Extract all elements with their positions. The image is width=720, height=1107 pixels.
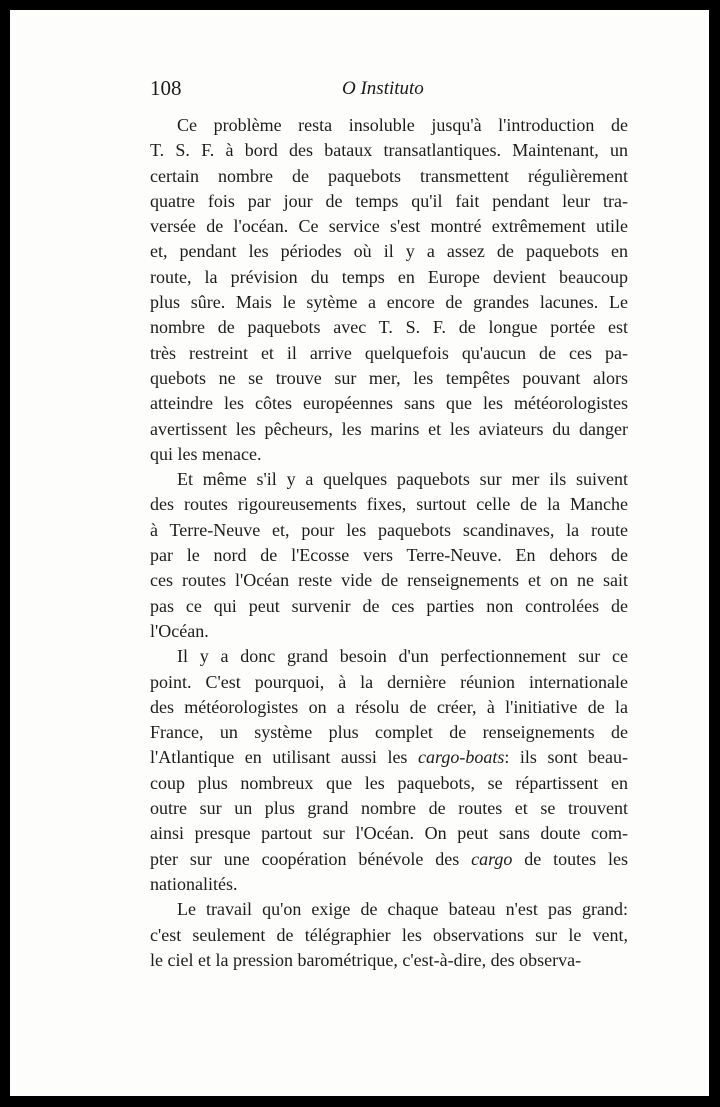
text-line: Ce problème resta insoluble jusqu'à l'introduction de [177,115,628,135]
text-line: outre sur un plus grand nombre de routes et se trouvent [150,798,628,819]
text-line: des météorologistes on a résolu de créer, à l'initiative de la [150,696,628,717]
text-line: plus sûre. Mais le sytème a encore de grandes lacunes. Le [150,292,628,313]
text-line: c'est seulement de télégraphier les observations sur le vent, [150,924,628,945]
text-line: nombre de paquebots avec T. S. F. de longue portée est [150,317,628,338]
page-number: 108 [150,76,182,100]
text-line: quebots ne se trouve sur mer, les tempêtes pouvant alors [150,367,628,388]
text-line: pter sur une coopération bénévole des cargo de toutes les [150,848,628,869]
journal-title: O Instituto [342,78,424,99]
running-header [150,72,628,102]
text-line: qui les menace. [150,443,262,464]
text-line: coup plus nombreux que les paquebots, se répartissent en [150,772,628,793]
text-line: et, pendant les périodes où il y a assez de paquebots en [150,241,628,262]
text-line: à Terre-Neuve et, pour les paquebots scandinaves, la route [150,519,628,540]
text-line: T. S. F. à bord des bataux transatlantiques. Maintenant, un [150,140,628,161]
text-line: nationalités. [150,873,238,894]
text-line: ainsi presque partout sur l'Océan. On peut sans doute com- [150,823,628,844]
text-line: pas ce qui peut survenir de ces parties non controlées de [150,595,628,616]
paragraph [150,113,628,467]
text-line: certain nombre de paquebots transmettent régulièrement [150,165,628,186]
text-line: par le nord de l'Ecosse vers Terre-Neuve. En dehors de [150,545,628,566]
text-line: ces routes l'Océan reste vide de renseignements et on ne sait [150,570,628,591]
paragraph [150,644,628,897]
text-line: Et même s'il y a quelques paquebots sur mer ils suivent [177,469,628,490]
paragraph [150,897,628,973]
text-line: point. C'est pourquoi, à la dernière réunion internationale [150,671,628,692]
paragraph [150,467,628,644]
text-line: quatre fois par jour de temps qu'il fait pendant leur tra- [150,190,628,211]
text-line: très restreint et il arrive quelquefois qu'aucun de ces pa- [150,342,628,363]
text-line: avertissent les pêcheurs, les marins et les aviateurs du danger [150,418,628,439]
text-line: route, la prévision du temps en Europe devient beaucoup [150,266,628,287]
text-line: versée de l'océan. Ce service s'est montré extrêmement utile [150,216,628,237]
text-line: des routes rigoureusements fixes, surtout celle de la Manche [150,494,628,515]
text-line: l'Atlantique en utilisant aussi les cargo-boats: ils sont beau- [150,747,628,768]
text-line: France, un système plus complet de renseignements de [150,722,628,743]
body-text [150,113,628,973]
text-line: l'Océan. [150,620,209,641]
text-line: le ciel et la pression barométrique, c'est-à-dire, des observa- [150,949,582,970]
text-line: Il y a donc grand besoin d'un perfectionnement sur ce [177,646,628,667]
text-line: Le travail qu'on exige de chaque bateau n'est pas grand: [177,899,628,920]
text-line: atteindre les côtes européennes sans que les météorologistes [150,393,628,414]
